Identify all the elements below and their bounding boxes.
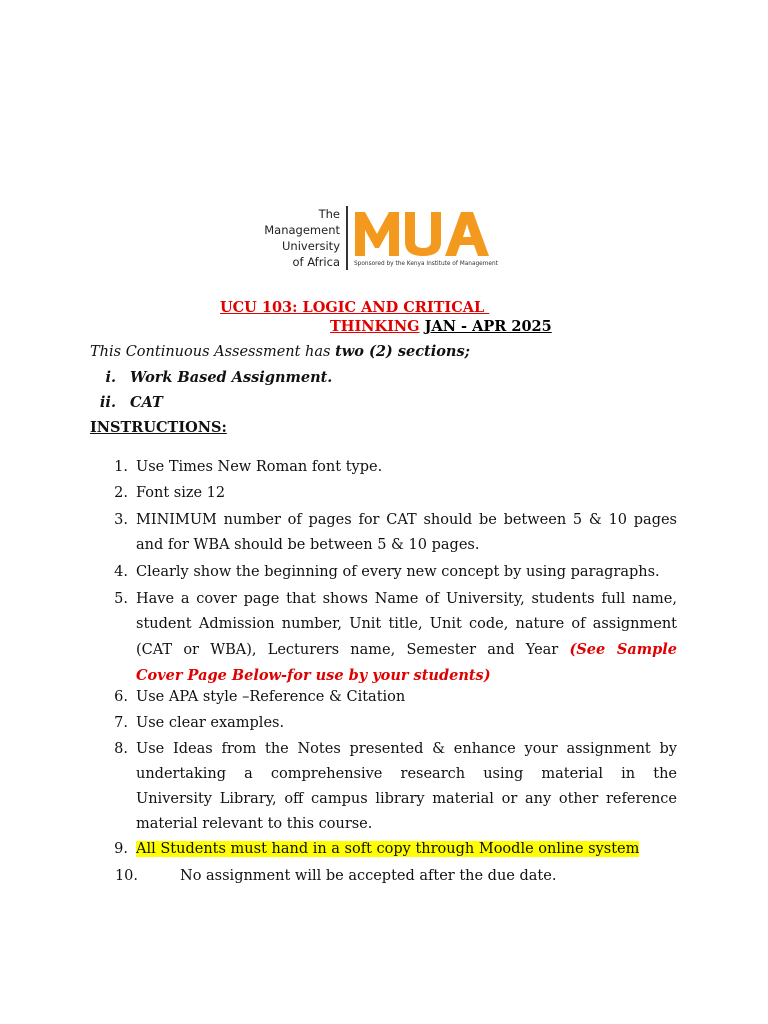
university-logo xyxy=(262,204,502,274)
course-title: UCU 103: LOGIC AND CRITICAL xyxy=(220,299,490,316)
course-title-line2 xyxy=(330,318,552,335)
logo-wordmark: The Management University of Africa xyxy=(264,207,340,269)
instructions-heading: INSTRUCTIONS: xyxy=(90,419,227,436)
assessment-intro: This Continuous Assessment has two (2) sections; xyxy=(90,343,470,360)
logo-divider xyxy=(346,206,348,270)
highlighted-text: All Students must hand in a soft copy through Moodle online system xyxy=(136,841,640,857)
document-page: The Management University of Africa Sponsored by the Kenya Institute of Management UCU 103: LOGIC AND CRITICAL THINKING JAN - APR 2025 This Continuous Assessment has two (2) sections; i. Work Based Assignment. ii. CAT INSTRUCTIONS: 1. Use Times New Roman font type. 2. Font size 12 3. MINIMUM number of pages for CAT should be between 5 & 10 pages and for WBA should be between 5 & 10 pages. 4. Clearly show the beginning of every new concept by using paragraphs. 5. Have a cover page that shows Name of University, students full name, student Admission number, Unit title, Unit code, nature of assignment (CAT or WBA), Lecturers name, Semester and Year (See Sample Cover Page Below-for use by your students) 6. Use APA style –Reference & Citation 7. Use clear examples. 8. Use Ideas from the Notes presented & enhance your assignment by undertaking a comprehensive research using material in the University Library, off campus library material or any other reference material relevant to this course. 9. All Students must hand in a soft copy through Moodle online system 10. No assignment will be accepted after the due date. xyxy=(0,0,768,1024)
semester-label: JAN - APR 2025 xyxy=(424,318,552,335)
logo-tagline: Sponsored by the Kenya Institute of Management xyxy=(354,261,498,267)
mua-logo-mark xyxy=(353,208,503,258)
course-title-thinking: THINKING xyxy=(330,318,420,335)
